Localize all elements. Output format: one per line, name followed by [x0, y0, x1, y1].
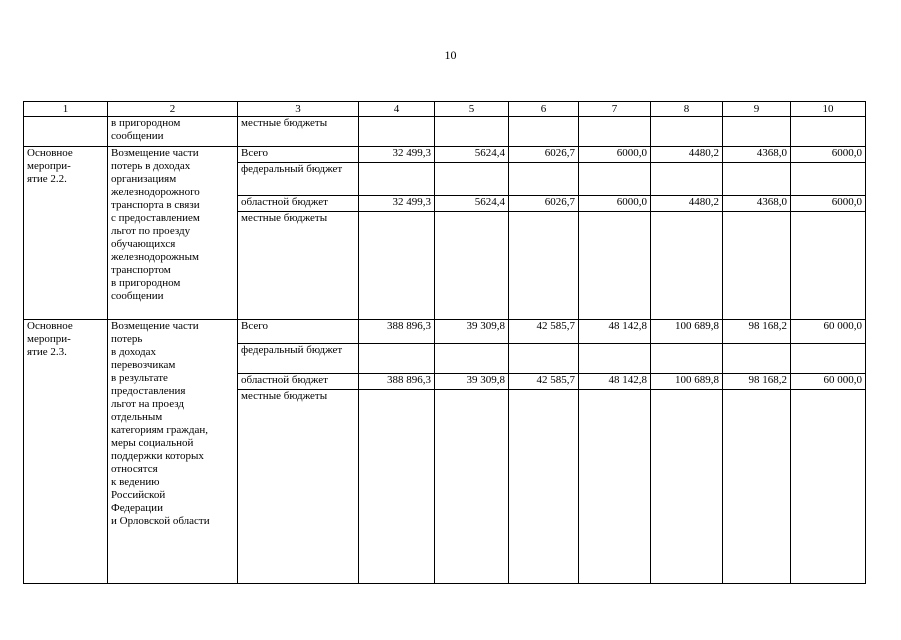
description-line: в доходах [111, 346, 157, 358]
value-cell [579, 212, 651, 320]
value-cell [791, 344, 866, 374]
description-line: потерь в доходах [111, 160, 191, 172]
value-cell: 4368,0 [723, 196, 791, 212]
activity-cell [24, 320, 108, 584]
value-cell: 6026,7 [509, 196, 579, 212]
value-cell [359, 212, 435, 320]
value-cell [579, 390, 651, 584]
budget-table [23, 101, 866, 584]
value-cell [579, 117, 651, 147]
value-cell [651, 163, 723, 196]
activity-cell [24, 117, 108, 147]
description-line: отдельным [111, 411, 163, 423]
value-cell: 42 585,7 [509, 374, 579, 390]
description-line: Федерации [111, 502, 163, 514]
value-cell [435, 212, 509, 320]
value-cell: 32 499,3 [359, 147, 435, 163]
table-row [24, 117, 866, 147]
value-cell: 39 309,8 [435, 374, 509, 390]
description-line: сообщении [111, 290, 164, 302]
value-cell [651, 344, 723, 374]
budget-source-cell: местные бюджеты [238, 212, 359, 320]
value-cell [723, 390, 791, 584]
description-line: меры социальной [111, 437, 194, 449]
description-line: потерь [111, 333, 143, 345]
value-cell: 6000,0 [579, 147, 651, 163]
value-cell [359, 344, 435, 374]
description-cell [108, 117, 238, 147]
value-cell: 48 142,8 [579, 320, 651, 344]
activity-line: меропри- [27, 160, 71, 172]
budget-source-cell: федеральный бюджет [238, 163, 359, 196]
description-line: к ведению [111, 476, 160, 488]
value-cell [435, 163, 509, 196]
value-cell [509, 344, 579, 374]
value-cell [359, 117, 435, 147]
value-cell [651, 390, 723, 584]
description-line: предоставления [111, 385, 186, 397]
value-cell: 388 896,3 [359, 320, 435, 344]
description-line: в пригородном [111, 277, 181, 289]
description-line: в результате [111, 372, 168, 384]
table-row [24, 147, 866, 163]
activity-line: Основное [27, 147, 73, 159]
budget-source-cell: Всего [238, 147, 359, 163]
value-cell: 32 499,3 [359, 196, 435, 212]
value-cell [791, 117, 866, 147]
activity-line: меропри- [27, 333, 71, 345]
value-cell: 100 689,8 [651, 374, 723, 390]
activity-line: ятие 2.2. [27, 173, 67, 185]
description-cell [108, 147, 238, 320]
description-cell [108, 320, 238, 584]
activity-line: ятие 2.3. [27, 346, 67, 358]
value-cell: 6000,0 [791, 147, 866, 163]
header-cell: 3 [238, 102, 359, 117]
value-cell: 98 168,2 [723, 374, 791, 390]
value-cell: 48 142,8 [579, 374, 651, 390]
budget-source-cell: областной бюджет [238, 196, 359, 212]
value-cell: 60 000,0 [791, 320, 866, 344]
value-cell: 5624,4 [435, 196, 509, 212]
value-cell: 4480,2 [651, 147, 723, 163]
value-cell: 388 896,3 [359, 374, 435, 390]
description-line: относятся [111, 463, 158, 475]
description-line: железнодорожного [111, 186, 200, 198]
value-cell [509, 390, 579, 584]
header-row [24, 102, 866, 117]
header-cell: 1 [24, 102, 108, 117]
header-cell: 5 [435, 102, 509, 117]
description-line: железнодорожным [111, 251, 199, 263]
value-cell: 4368,0 [723, 147, 791, 163]
header-cell: 8 [651, 102, 723, 117]
budget-source-cell: местные бюджеты [238, 117, 359, 147]
description-line: Возмещение части [111, 147, 199, 159]
value-cell: 98 168,2 [723, 320, 791, 344]
value-cell [723, 163, 791, 196]
description-line: транспорта в связи [111, 199, 200, 211]
value-cell: 6026,7 [509, 147, 579, 163]
header-cell: 7 [579, 102, 651, 117]
value-cell: 100 689,8 [651, 320, 723, 344]
description-line: сообщении [111, 130, 164, 142]
description-line: и Орловской области [111, 515, 210, 527]
description-line: Российской [111, 489, 166, 501]
table-row [24, 320, 866, 344]
value-cell [435, 390, 509, 584]
header-cell: 9 [723, 102, 791, 117]
value-cell [723, 117, 791, 147]
page-number: 10 [444, 48, 457, 62]
description-line: перевозчикам [111, 359, 176, 371]
value-cell [579, 163, 651, 196]
description-line: льгот на проезд [111, 398, 184, 410]
budget-source-cell: областной бюджет [238, 374, 359, 390]
value-cell: 4480,2 [651, 196, 723, 212]
header-cell: 6 [509, 102, 579, 117]
activity-line: Основное [27, 320, 73, 332]
value-cell [723, 212, 791, 320]
value-cell [651, 212, 723, 320]
description-line: Возмещение части [111, 320, 199, 332]
description-line: транспортом [111, 264, 171, 276]
value-cell: 60 000,0 [791, 374, 866, 390]
description-line: организациям [111, 173, 177, 185]
value-cell: 42 585,7 [509, 320, 579, 344]
value-cell [579, 344, 651, 374]
header-cell: 10 [791, 102, 866, 117]
value-cell [509, 117, 579, 147]
budget-source-cell: федеральный бюджет [238, 344, 359, 374]
value-cell [509, 163, 579, 196]
value-cell [359, 163, 435, 196]
description-line: льгот по проезду [111, 225, 191, 237]
value-cell: 5624,4 [435, 147, 509, 163]
header-cell: 4 [359, 102, 435, 117]
value-cell [435, 117, 509, 147]
value-cell: 39 309,8 [435, 320, 509, 344]
value-cell [651, 117, 723, 147]
description-line: обучающихся [111, 238, 176, 250]
value-cell [723, 344, 791, 374]
value-cell [509, 212, 579, 320]
description-line: категориям граждан, [111, 424, 208, 436]
value-cell [791, 163, 866, 196]
activity-cell [24, 147, 108, 320]
value-cell [359, 390, 435, 584]
value-cell: 6000,0 [579, 196, 651, 212]
value-cell [435, 344, 509, 374]
budget-source-cell: местные бюджеты [238, 390, 359, 584]
budget-source-cell: Всего [238, 320, 359, 344]
value-cell: 6000,0 [791, 196, 866, 212]
description-line: с предоставлением [111, 212, 200, 224]
header-cell: 2 [108, 102, 238, 117]
value-cell [791, 390, 866, 584]
description-line: поддержки которых [111, 450, 204, 462]
value-cell [791, 212, 866, 320]
description-line: в пригородном [111, 117, 181, 129]
